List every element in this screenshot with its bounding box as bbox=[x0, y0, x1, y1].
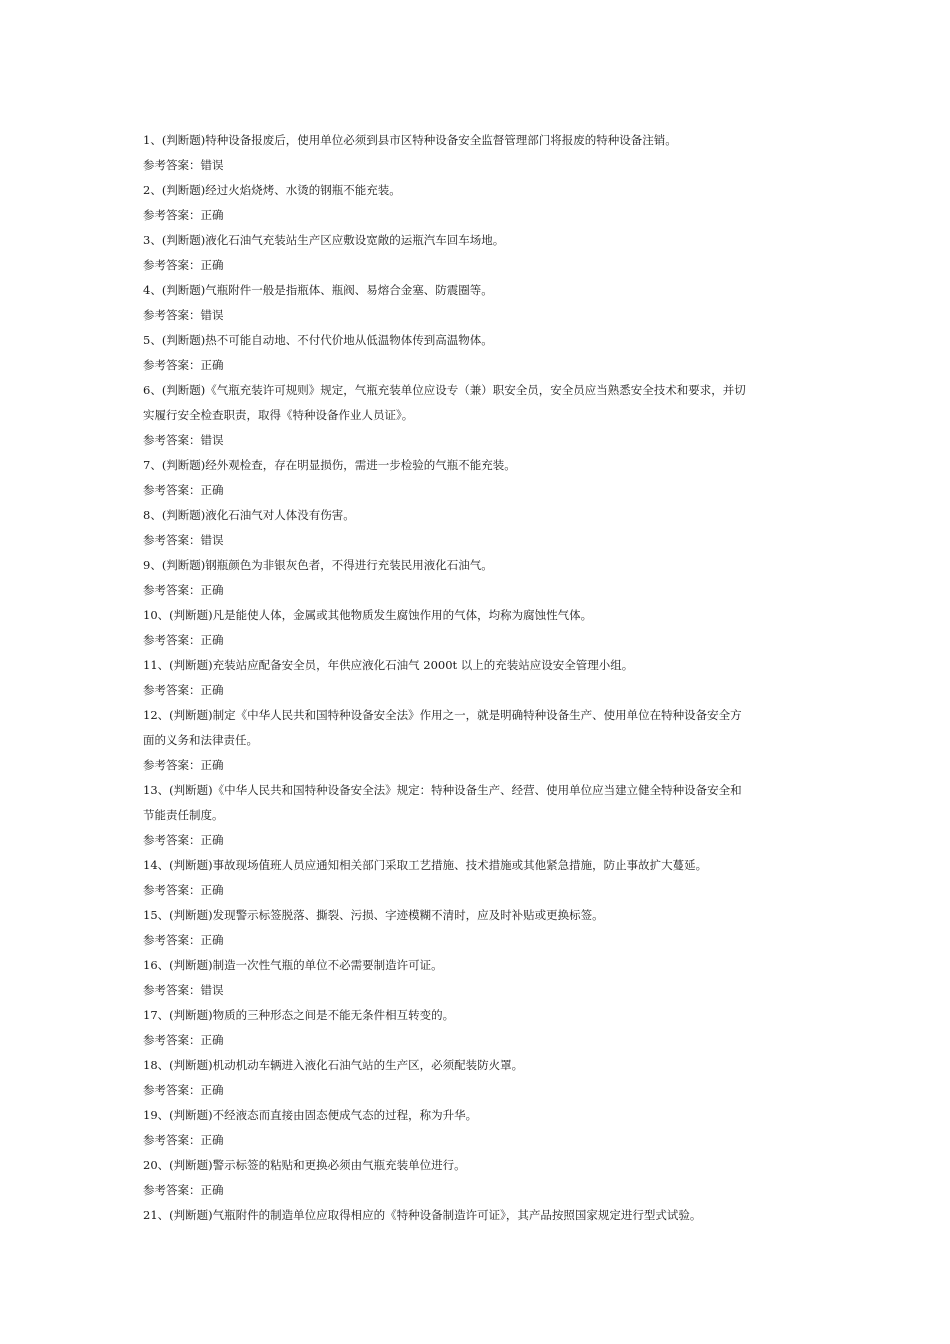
answer-label: 参考答案： bbox=[143, 158, 201, 172]
answer-line bbox=[143, 878, 813, 903]
answer-value: 正确 bbox=[200, 208, 224, 222]
answer-value: 正确 bbox=[200, 633, 224, 647]
answer-value: 正确 bbox=[200, 258, 224, 272]
answer-line bbox=[143, 1128, 813, 1153]
question-text-line: 实履行安全检查职责，取得《特种设备作业人员证》。 bbox=[143, 408, 414, 422]
answer-line bbox=[143, 303, 813, 328]
answer-line bbox=[143, 753, 813, 778]
answer-line bbox=[143, 628, 813, 653]
question-text-line: 6、(判断题)《气瓶充装许可规则》规定，气瓶充装单位应设专（兼）职安全员，安全员应当熟悉安全技术和要求，并切 bbox=[143, 383, 746, 397]
answer-label: 参考答案： bbox=[143, 1083, 201, 1097]
question-text: 2、(判断题)经过火焰烧烤、水烫的钢瓶不能充装。 bbox=[143, 183, 401, 197]
answer-line bbox=[143, 578, 813, 603]
answer-label: 参考答案： bbox=[143, 1133, 201, 1147]
question-list bbox=[143, 128, 813, 1228]
answer-value: 正确 bbox=[200, 1133, 224, 1147]
answer-label: 参考答案： bbox=[143, 433, 201, 447]
answer-label: 参考答案： bbox=[143, 258, 201, 272]
question-text-line: 13、(判断题)《中华人民共和国特种设备安全法》规定：特种设备生产、经营、使用单位应当建立健全特种设备安全和 bbox=[143, 783, 742, 797]
answer-line bbox=[143, 153, 813, 178]
answer-value: 错误 bbox=[200, 308, 224, 322]
question-text: 16、(判断题)制造一次性气瓶的单位不必需要制造许可证。 bbox=[143, 958, 443, 972]
question-text bbox=[143, 778, 813, 828]
answer-line bbox=[143, 478, 813, 503]
answer-value: 正确 bbox=[200, 1083, 224, 1097]
answer-label: 参考答案： bbox=[143, 933, 201, 947]
answer-line bbox=[143, 528, 813, 553]
question-text bbox=[143, 703, 813, 753]
question-text: 1、(判断题)特种设备报废后，使用单位必须到县市区特种设备安全监督管理部门将报废的特种设备注销。 bbox=[143, 133, 677, 147]
answer-value: 错误 bbox=[200, 983, 224, 997]
question-text: 5、(判断题)热不可能自动地、不付代价地从低温物体传到高温物体。 bbox=[143, 333, 493, 347]
answer-line bbox=[143, 978, 813, 1003]
answer-value: 正确 bbox=[200, 758, 224, 772]
answer-line bbox=[143, 253, 813, 278]
answer-value: 正确 bbox=[200, 933, 224, 947]
question-text bbox=[143, 378, 813, 428]
answer-value: 错误 bbox=[200, 533, 224, 547]
answer-value: 正确 bbox=[200, 483, 224, 497]
answer-label: 参考答案： bbox=[143, 533, 201, 547]
answer-line bbox=[143, 353, 813, 378]
answer-label: 参考答案： bbox=[143, 683, 201, 697]
question-text: 3、(判断题)液化石油气充装站生产区应敷设宽敞的运瓶汽车回车场地。 bbox=[143, 233, 505, 247]
answer-value: 错误 bbox=[200, 433, 224, 447]
answer-label: 参考答案： bbox=[143, 633, 201, 647]
answer-label: 参考答案： bbox=[143, 833, 201, 847]
answer-line bbox=[143, 678, 813, 703]
question-text: 19、(判断题)不经液态而直接由固态便成气态的过程，称为升华。 bbox=[143, 1108, 478, 1122]
answer-label: 参考答案： bbox=[143, 208, 201, 222]
answer-label: 参考答案： bbox=[143, 983, 201, 997]
answer-label: 参考答案： bbox=[143, 583, 201, 597]
answer-value: 正确 bbox=[200, 1033, 224, 1047]
answer-line bbox=[143, 1028, 813, 1053]
answer-line bbox=[143, 1178, 813, 1203]
question-text: 21、(判断题)气瓶附件的制造单位应取得相应的《特种设备制造许可证》，其产品按照国家规定进行型式试验。 bbox=[143, 1208, 702, 1222]
answer-label: 参考答案： bbox=[143, 758, 201, 772]
answer-value: 正确 bbox=[200, 833, 224, 847]
question-text: 20、(判断题)警示标签的粘贴和更换必须由气瓶充装单位进行。 bbox=[143, 1158, 466, 1172]
question-text: 11、(判断题)充装站应配备安全员，年供应液化石油气 2000t 以上的充装站应设安全管理小组。 bbox=[143, 658, 634, 672]
answer-value: 正确 bbox=[200, 358, 224, 372]
answer-value: 错误 bbox=[200, 158, 224, 172]
question-text: 15、(判断题)发现警示标签脱落、撕裂、污损、字迹模糊不清时，应及时补贴或更换标签。 bbox=[143, 908, 604, 922]
answer-label: 参考答案： bbox=[143, 883, 201, 897]
answer-label: 参考答案： bbox=[143, 358, 201, 372]
question-text-line: 12、(判断题)制定《中华人民共和国特种设备安全法》作用之一，就是明确特种设备生产、使用单位在特种设备安全方 bbox=[143, 708, 742, 722]
answer-label: 参考答案： bbox=[143, 308, 201, 322]
question-text: 8、(判断题)液化石油气对人体没有伤害。 bbox=[143, 508, 355, 522]
answer-line bbox=[143, 928, 813, 953]
answer-value: 正确 bbox=[200, 1183, 224, 1197]
question-text: 18、(判断题)机动机动车辆进入液化石油气站的生产区，必须配装防火罩。 bbox=[143, 1058, 524, 1072]
answer-line bbox=[143, 428, 813, 453]
answer-value: 正确 bbox=[200, 683, 224, 697]
answer-label: 参考答案： bbox=[143, 1183, 201, 1197]
question-text-line: 面的义务和法律责任。 bbox=[143, 733, 258, 747]
answer-line bbox=[143, 828, 813, 853]
question-text: 4、(判断题)气瓶附件一般是指瓶体、瓶阀、易熔合金塞、防震圈等。 bbox=[143, 283, 493, 297]
question-text: 14、(判断题)事故现场值班人员应通知相关部门采取工艺措施、技术措施或其他紧急措施，防止事故扩大蔓延。 bbox=[143, 858, 708, 872]
question-text: 9、(判断题)钢瓶颜色为非银灰色者，不得进行充装民用液化石油气。 bbox=[143, 558, 493, 572]
answer-label: 参考答案： bbox=[143, 1033, 201, 1047]
answer-value: 正确 bbox=[200, 883, 224, 897]
answer-label: 参考答案： bbox=[143, 483, 201, 497]
answer-line bbox=[143, 203, 813, 228]
answer-line bbox=[143, 1078, 813, 1103]
question-text-line: 节能责任制度。 bbox=[143, 808, 224, 822]
question-text: 7、(判断题)经外观检查，存在明显损伤，需进一步检验的气瓶不能充装。 bbox=[143, 458, 516, 472]
question-text: 10、(判断题)凡是能使人体，金属或其他物质发生腐蚀作用的气体，均称为腐蚀性气体。 bbox=[143, 608, 593, 622]
answer-value: 正确 bbox=[200, 583, 224, 597]
question-text: 17、(判断题)物质的三种形态之间是不能无条件相互转变的。 bbox=[143, 1008, 455, 1022]
